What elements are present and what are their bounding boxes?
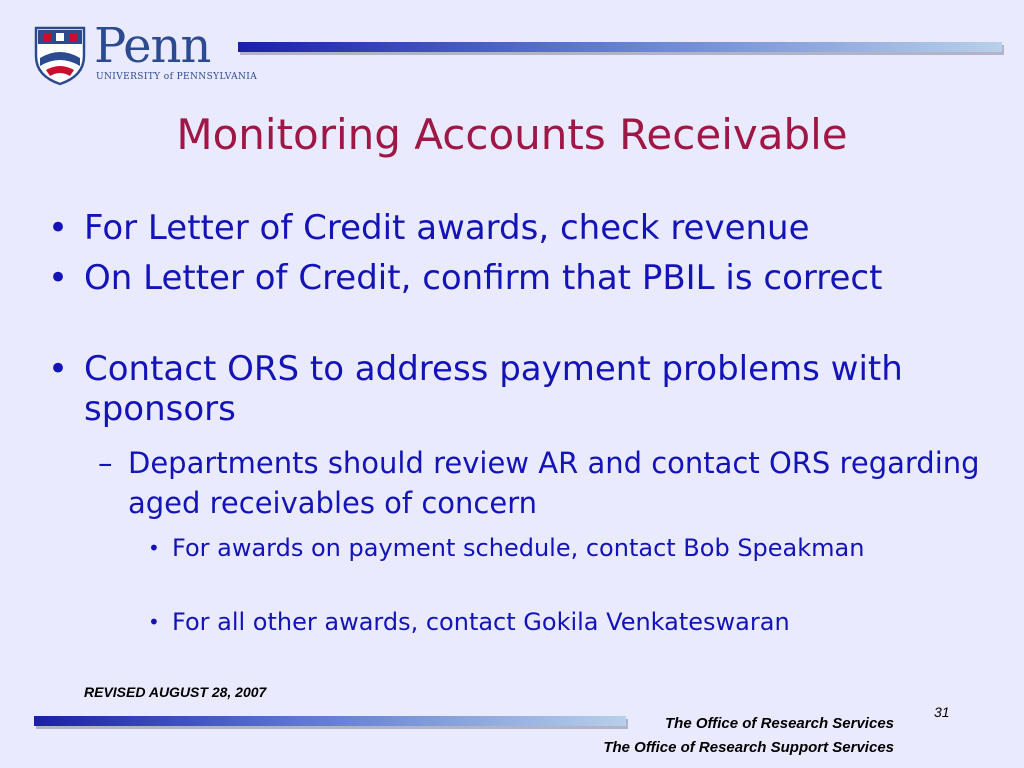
bullet-item (48, 258, 984, 298)
revised-date: REVISED AUGUST 28, 2007 (84, 684, 267, 700)
bullet-marker: • (48, 208, 69, 248)
penn-shield-icon (34, 26, 86, 86)
logo-wordmark: Penn (94, 18, 211, 74)
slide-number: 31 (934, 704, 950, 720)
bullet-item (48, 208, 984, 248)
bullet-item (48, 349, 984, 429)
sub-bullet-item (98, 443, 988, 523)
header-divider-bar (238, 42, 1002, 52)
footer-office-line-1: The Office of Research Services (665, 715, 894, 732)
bullet-marker: • (148, 536, 160, 560)
sub-sub-bullet-item (148, 532, 932, 565)
sub-sub-bullet-text: For all other awards, contact Gokila Venkateswaran (172, 608, 790, 636)
bullet-marker: • (148, 610, 160, 634)
bullet-text: For Letter of Credit awards, check revenue (84, 208, 810, 248)
dash-marker: – (98, 446, 113, 480)
bullet-marker: • (48, 258, 69, 298)
logo-subtitle: UNIVERSITY of PENNSYLVANIA (96, 72, 258, 82)
sub-sub-bullet-text: For awards on payment schedule, contact Bob Speakman (172, 534, 865, 562)
bullet-text: Contact ORS to address payment problems with sponsors (84, 349, 903, 429)
bullet-marker: • (48, 349, 69, 389)
footer-divider-bar (34, 716, 626, 726)
sub-bullet-text: Departments should review AR and contact ORS regarding aged receivables of concern (128, 446, 980, 520)
sub-sub-bullet-item (148, 606, 932, 639)
bullet-text: On Letter of Credit, confirm that PBIL is correct (84, 258, 883, 298)
slide-title: Monitoring Accounts Receivable (176, 110, 848, 159)
footer-office-line-2: The Office of Research Support Services (603, 739, 894, 756)
penn-logo (34, 18, 258, 88)
